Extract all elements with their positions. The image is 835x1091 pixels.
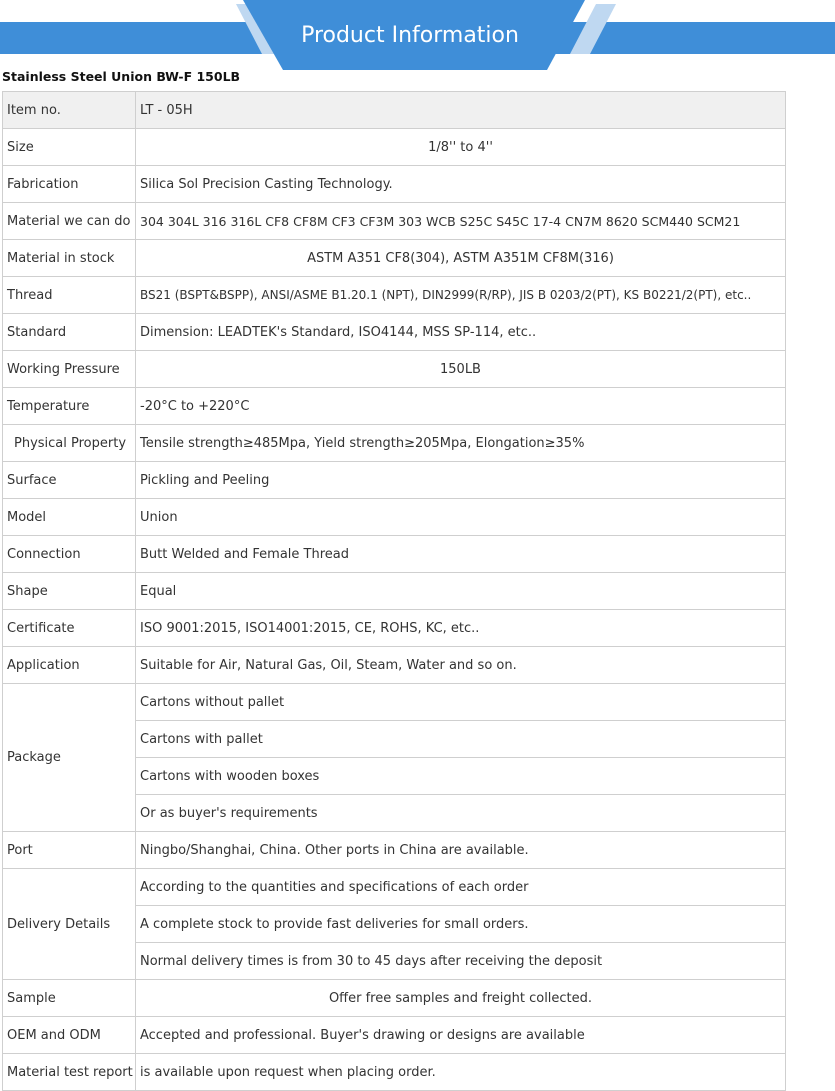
banner-title: Product Information — [301, 23, 519, 48]
row-label-standard: Standard — [3, 314, 136, 351]
row-value-package: Cartons with wooden boxes — [136, 758, 786, 795]
row-label-package: Package — [3, 684, 136, 832]
table-row — [3, 536, 786, 573]
table-row — [3, 832, 786, 869]
row-value-temperature: -20°C to +220°C — [136, 388, 786, 425]
row-label-surface: Surface — [3, 462, 136, 499]
table-row — [3, 129, 786, 166]
row-label-shape: Shape — [3, 573, 136, 610]
header-banner — [0, 0, 835, 70]
table-row — [3, 277, 786, 314]
row-value-connection: Butt Welded and Female Thread — [136, 536, 786, 573]
table-row — [3, 1017, 786, 1054]
row-label-oem-odm: OEM and ODM — [3, 1017, 136, 1054]
row-value-material-stock: ASTM A351 CF8(304), ASTM A351M CF8M(316) — [136, 240, 786, 277]
row-value-physical-property: Tensile strength≥485Mpa, Yield strength≥205Mpa, Elongation≥35% — [136, 425, 786, 462]
row-label-application: Application — [3, 647, 136, 684]
row-value-working-pressure: 150LB — [136, 351, 786, 388]
row-value-package: Or as buyer's requirements — [136, 795, 786, 832]
row-label-thread: Thread — [3, 277, 136, 314]
row-label-item-no: Item no. — [3, 92, 136, 129]
table-row — [3, 314, 786, 351]
row-label-port: Port — [3, 832, 136, 869]
row-value-sample: Offer free samples and freight collected. — [136, 980, 786, 1017]
table-row — [3, 462, 786, 499]
row-value-surface: Pickling and Peeling — [136, 462, 786, 499]
row-value-thread: BS21 (BSPT&BSPP), ANSI/ASME B1.20.1 (NPT), DIN2999(R/RP), JIS B 0203/2(PT), KS B0221/2(PT), etc.. — [136, 277, 786, 314]
table-row — [3, 869, 786, 906]
row-value-standard: Dimension: LEADTEK's Standard, ISO4144, MSS SP-114, etc.. — [136, 314, 786, 351]
row-label-model: Model — [3, 499, 136, 536]
row-value-delivery: Normal delivery times is from 30 to 45 days after receiving the deposit — [136, 943, 786, 980]
row-value-oem-odm: Accepted and professional. Buyer's drawing or designs are available — [136, 1017, 786, 1054]
table-row — [3, 1054, 786, 1091]
row-label-size: Size — [3, 129, 136, 166]
table-row — [3, 388, 786, 425]
table-row — [3, 351, 786, 388]
row-value-size: 1/8'' to 4'' — [136, 129, 786, 166]
product-title: Stainless Steel Union BW-F 150LB — [2, 69, 241, 84]
table-row — [3, 980, 786, 1017]
row-label-fabrication: Fabrication — [3, 166, 136, 203]
row-value-item-no: LT - 05H — [136, 92, 786, 129]
row-value-package: Cartons with pallet — [136, 721, 786, 758]
row-value-shape: Equal — [136, 573, 786, 610]
row-label-test-report: Material test report — [3, 1054, 136, 1091]
row-value-model: Union — [136, 499, 786, 536]
table-row — [3, 647, 786, 684]
table-row — [3, 499, 786, 536]
row-label-working-pressure: Working Pressure — [3, 351, 136, 388]
row-value-material-can-do: 304 304L 316 316L CF8 CF8M CF3 CF3M 303 WCB S25C S45C 17-4 CN7M 8620 SCM440 SCM21 — [136, 203, 786, 240]
row-label-delivery: Delivery Details — [3, 869, 136, 980]
row-label-material-stock: Material in stock — [3, 240, 136, 277]
table-row — [3, 240, 786, 277]
row-label-connection: Connection — [3, 536, 136, 573]
row-label-material-can-do: Material we can do — [3, 203, 136, 240]
row-value-test-report: is available upon request when placing order. — [136, 1054, 786, 1091]
row-value-certificate: ISO 9001:2015, ISO14001:2015, CE, ROHS, KC, etc.. — [136, 610, 786, 647]
table-row — [3, 166, 786, 203]
row-value-application: Suitable for Air, Natural Gas, Oil, Steam, Water and so on. — [136, 647, 786, 684]
row-label-sample: Sample — [3, 980, 136, 1017]
row-label-temperature: Temperature — [3, 388, 136, 425]
row-value-delivery: According to the quantities and specifications of each order — [136, 869, 786, 906]
row-value-delivery: A complete stock to provide fast deliveries for small orders. — [136, 906, 786, 943]
row-value-fabrication: Silica Sol Precision Casting Technology. — [136, 166, 786, 203]
table-row — [3, 610, 786, 647]
row-value-port: Ningbo/Shanghai, China. Other ports in China are available. — [136, 832, 786, 869]
row-label-certificate: Certificate — [3, 610, 136, 647]
product-info-table — [2, 91, 786, 1091]
row-value-package: Cartons without pallet — [136, 684, 786, 721]
table-row — [3, 573, 786, 610]
table-row — [3, 92, 786, 129]
row-label-physical-property: Physical Property — [3, 425, 136, 462]
table-row — [3, 425, 786, 462]
table-row — [3, 203, 786, 240]
table-row — [3, 684, 786, 721]
